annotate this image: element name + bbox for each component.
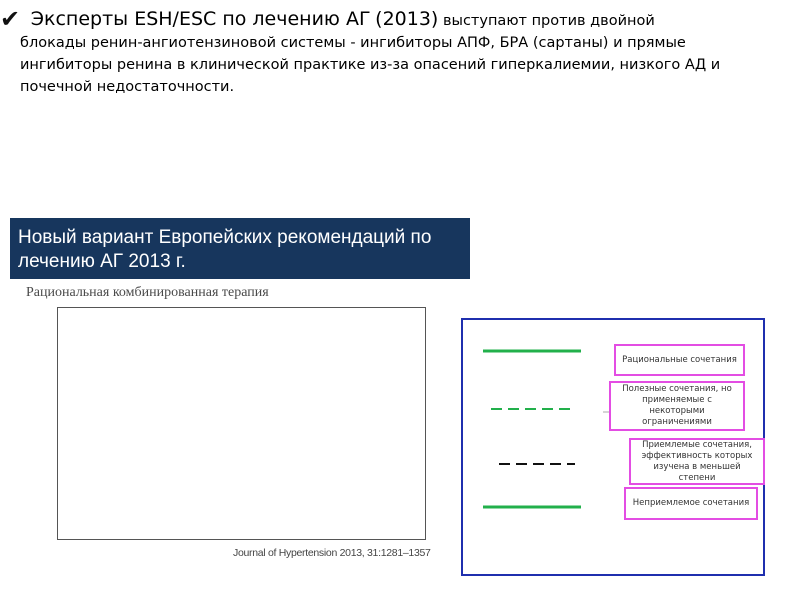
legend-label-acceptable: Приемлемые сочетания, эффективность которых изучена в меньшей степени (629, 438, 765, 485)
legend-label-unacceptable: Неприемлемое сочетания (624, 487, 758, 520)
title-banner (10, 218, 470, 279)
legend-label-rational: Рациональные сочетания (614, 344, 745, 376)
legend-panel (461, 318, 765, 576)
intro-line-1 (0, 5, 790, 33)
intro-heading: Эксперты ESH/ESC по лечению АГ (30, 8, 371, 30)
intro-line-1-rest: выступают против двойной (442, 13, 655, 29)
intro-year: (2013) (375, 8, 439, 30)
banner-line-2: лечению АГ 2013 г. (18, 251, 186, 272)
combination-diagram-frame (57, 307, 426, 540)
banner-line-1: Новый вариант Европейских рекомендаций по (18, 227, 432, 248)
checkmark-icon: ✔ (0, 5, 21, 33)
intro-line-4: почечной недостаточности. (20, 79, 235, 95)
intro-text (0, 5, 790, 98)
legend-label-useful: Полезные сочетания, но применяемые с некоторыми ограничениями (609, 381, 745, 431)
slide-subtitle: Рациональная комбинированная терапия (26, 285, 269, 300)
intro-line-3: ингибиторы ренина в клинической практике из-за опасений гиперкалиемии, низкого АД и (20, 57, 721, 73)
intro-line-2: блокады ренин-ангиотензиновой системы - ингибиторы АПФ, БРА (сартаны) и прямые (20, 35, 686, 51)
journal-citation: Journal of Hypertension 2013, 31:1281–1357 (233, 547, 431, 559)
